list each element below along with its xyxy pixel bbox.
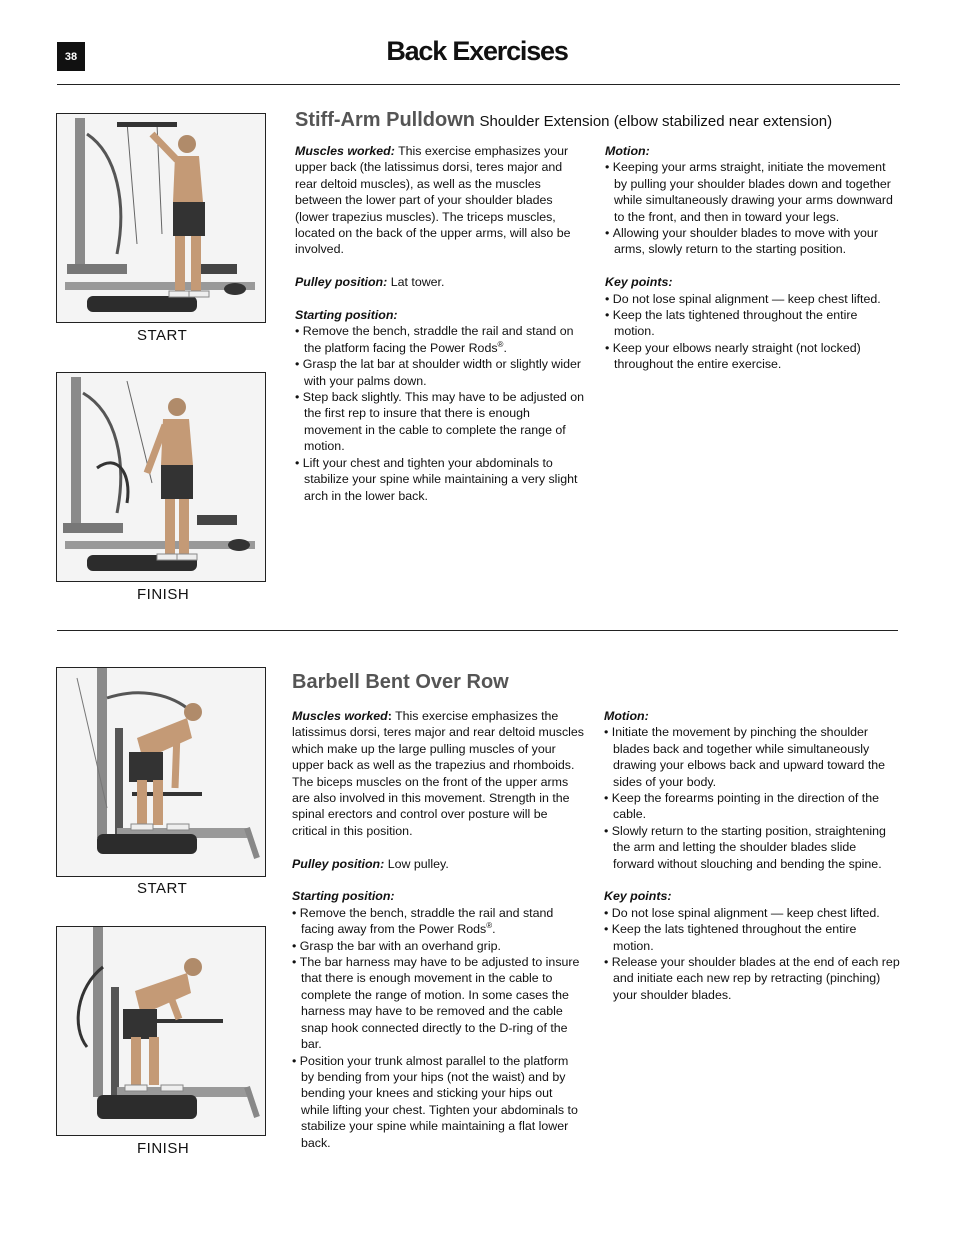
list-item: • Do not lose spinal alignment — keep chest lifted.: [604, 905, 900, 921]
bent-over-row-heading: [292, 671, 509, 694]
starting-label: Starting position:: [295, 308, 398, 323]
list-item: • Keep the forearms pointing in the direction of the cable.: [604, 790, 900, 823]
section-divider: [57, 630, 898, 631]
stiff-arm-key-list: [605, 291, 898, 373]
list-item: • Release your shoulder blades at the end of each rep and initiate each new rep by retracting (pinching) your shoulder blades.: [604, 954, 900, 1003]
stiff-arm-starting-list: [295, 323, 586, 503]
stiff-arm-muscles: Muscles worked: This exercise emphasizes your upper back (the latissimus dorsi, teres major and rear deltoid muscles), as well as the muscles between the lower part of your shoulder blades (lower trapezius muscles). The triceps muscles, located on the back of the upper arms, will also be involved.: [295, 144, 571, 257]
list-item: • The bar harness may have to be adjusted to insure that there is enough movement in the cable to complete the range of motion. In some cases the harness may have to be removed and the cable snap hook connected directly to the D-ring of the bar.: [292, 954, 584, 1052]
stiff-arm-heading: [295, 109, 832, 132]
list-item: • Remove the bench, straddle the rail and stand on the platform facing the Power Rods®.: [295, 323, 586, 356]
list-item: • Allowing your shoulder blades to move with your arms, slowly return to the starting position.: [605, 225, 898, 258]
bent-over-row-right-column: [604, 708, 900, 1020]
list-item: • Keeping your arms straight, initiate the movement by pulling your shoulder blades down and together while simultaneously drawing your arms downward to the front, and then in toward your legs.: [605, 159, 898, 225]
stiff-arm-start-photo: [56, 113, 266, 323]
bent-over-row-start-photo: [56, 667, 266, 877]
bent-over-row-left-column: [292, 708, 584, 1167]
list-item: • Grasp the lat bar at shoulder width or slightly wider with your palms down.: [295, 356, 586, 389]
pulley-label: Pulley position:: [295, 275, 388, 290]
bent-over-row-motion-list: [604, 724, 900, 872]
bent-over-row-finish-photo: [56, 926, 266, 1136]
list-item: • Initiate the movement by pinching the shoulder blades back and together while simultaneously drawing your elbows back and upward toward the sides of your body.: [604, 724, 900, 790]
stiff-arm-start-caption: START: [137, 327, 188, 344]
stiff-arm-pulley: Pulley position: Lat tower.: [295, 275, 445, 290]
stiff-arm-title: Stiff-Arm Pulldown: [295, 109, 475, 131]
list-item: • Lift your chest and tighten your abdominals to stabilize your spine while maintaining a very slight arch in the lower back.: [295, 455, 586, 504]
pulley-label: Pulley position:: [292, 856, 385, 871]
starting-label: Starting position:: [292, 889, 395, 904]
list-item: • Slowly return to the starting position, straightening the arm and letting the shoulder blades slide forward without slouching and bending the spine.: [604, 823, 900, 872]
bent-over-row-title: Barbell Bent Over Row: [292, 671, 509, 693]
list-item: • Keep the lats tightened throughout the entire motion.: [604, 921, 900, 954]
page-title: Back Exercises: [386, 36, 568, 66]
stiff-arm-motion-list: [605, 159, 898, 257]
bent-over-row-start-caption: START: [137, 880, 188, 897]
list-item: • Do not lose spinal alignment — keep chest lifted.: [605, 291, 898, 307]
muscles-label: Muscles worked:: [295, 144, 395, 158]
list-item: • Keep your elbows nearly straight (not locked) throughout the entire exercise.: [605, 340, 898, 373]
bent-over-row-pulley: Pulley position: Low pulley.: [292, 856, 449, 871]
list-item: • Grasp the bar with an overhand grip.: [292, 938, 584, 954]
stiff-arm-left-column: [295, 143, 586, 520]
list-item: • Step back slightly. This may have to be adjusted on the first rep to insure that there is enough movement in the cable to complete the range of motion.: [295, 389, 586, 455]
stiff-arm-finish-photo: [56, 372, 266, 582]
page-number: 38: [57, 42, 85, 71]
list-item: • Position your trunk almost parallel to the platform by bending from your hips (not the waist) and by bending your knees and sticking your hips out while lifting your chest. Tighten your abdominals to stabilize your spine while maintaining a flat lower back.: [292, 1053, 584, 1151]
motion-label: Motion:: [604, 709, 649, 723]
stiff-arm-subtitle: Shoulder Extension (elbow stabilized near extension): [479, 113, 833, 130]
list-item: • Remove the bench, straddle the rail and stand facing away from the Power Rods®.: [292, 905, 584, 938]
header-rule: [57, 84, 900, 85]
stiff-arm-finish-caption: FINISH: [137, 586, 190, 603]
list-item: • Keep the lats tightened throughout the entire motion.: [605, 307, 898, 340]
key-points-label: Key points:: [604, 889, 672, 904]
bent-over-row-key-list: [604, 905, 900, 1003]
bent-over-row-starting-list: [292, 905, 584, 1151]
muscles-label: Muscles worked: [292, 709, 388, 723]
bent-over-row-finish-caption: FINISH: [137, 1140, 190, 1157]
motion-label: Motion:: [605, 144, 650, 158]
bent-over-row-muscles: Muscles worked: This exercise emphasizes the latissimus dorsi, teres major and rear deltoid muscles which make up the large pulling muscles of your upper back as well as the trapezius and rhomboids. The biceps muscles on the front of the upper arms are also involved in this movement. Strength in the spinal erectors and control over posture will be critical in this position.: [292, 709, 584, 838]
key-points-label: Key points:: [605, 275, 673, 290]
stiff-arm-right-column: [605, 143, 898, 389]
